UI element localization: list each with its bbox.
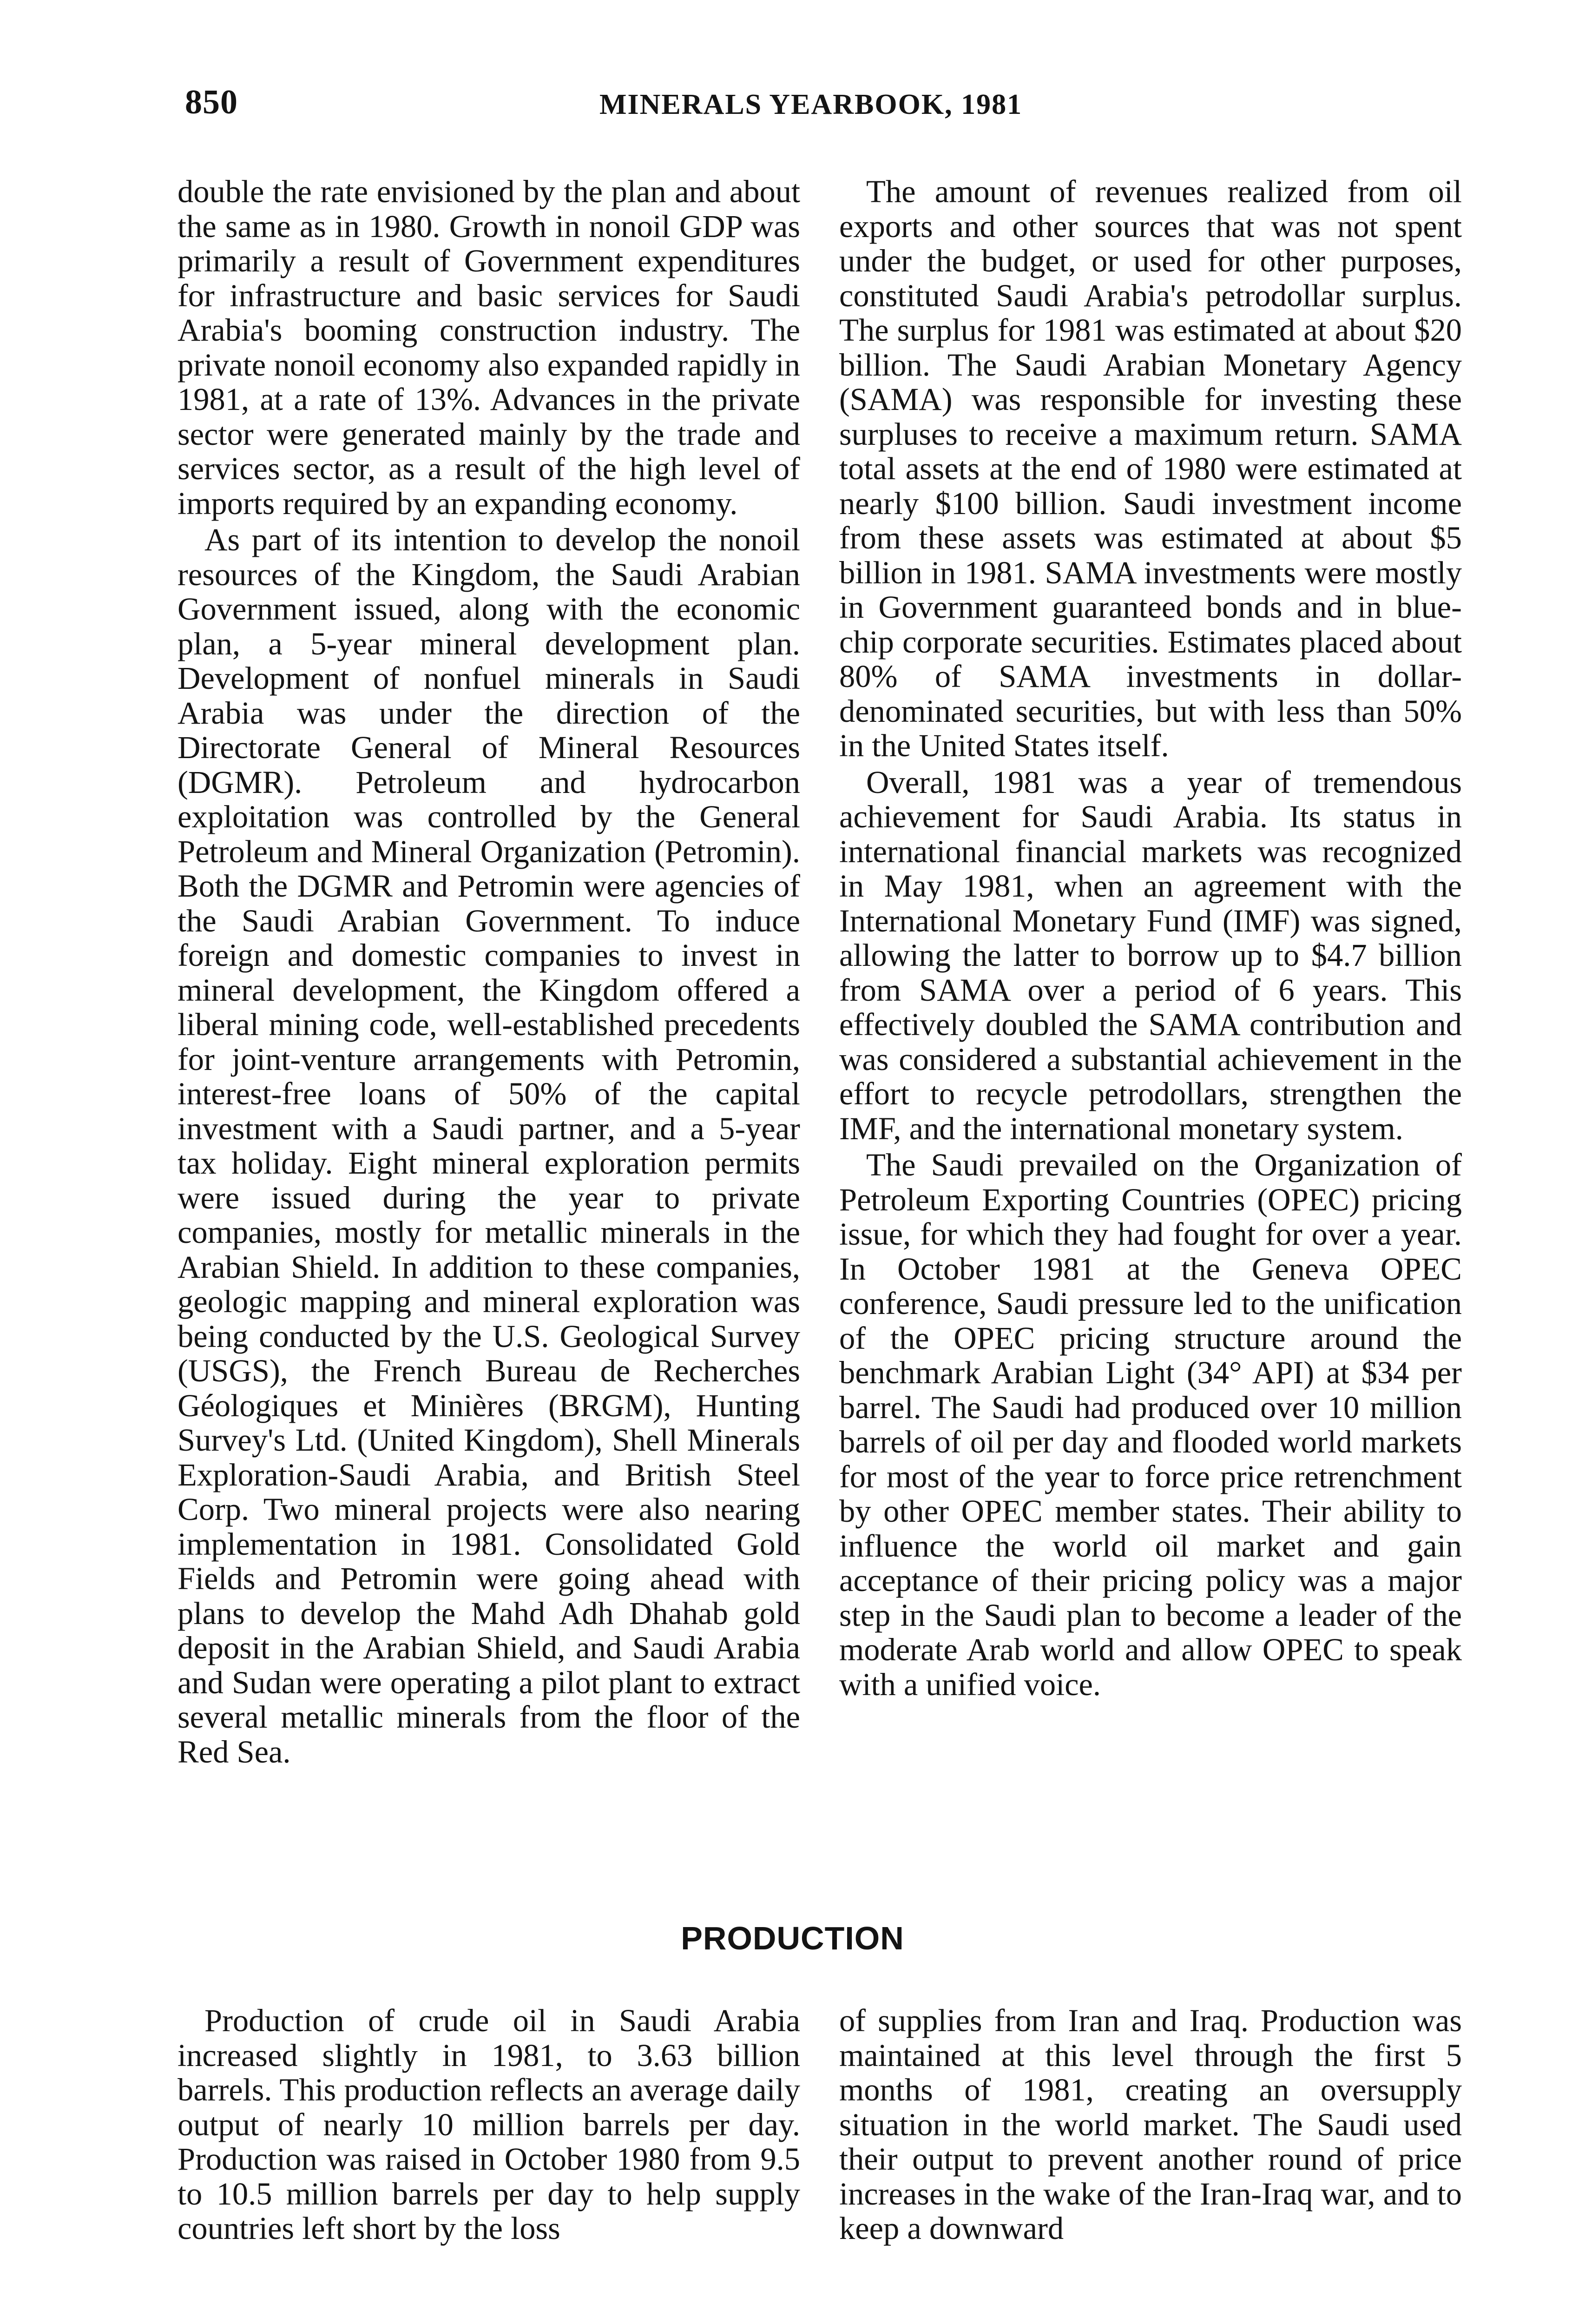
right-column — [839, 174, 1462, 1702]
left-paragraph-2: As part of its intention to develop the nonoil resources of the Kingdom, the Saudi Arabian Government issued, along with the economic plan, a 5-year mineral development plan. Development of nonfuel minerals in Saudi Arabia was under the direction of the Directorate General of Mineral Resources (DGMR). Petroleum and hydrocarbon exploitation was controlled by the General Petroleum and Mineral Organization (Petromin). Both the DGMR and Petromin were agencies of the Saudi Arabian Government. To induce foreign and domestic companies to invest in mineral development, the Kingdom offered a liberal mining code, well-established precedents for joint-venture arrangements with Petromin, interest-free loans of 50% of the capital investment with a Saudi partner, and a 5-year tax holiday. Eight mineral exploration permits were issued during the year to private companies, mostly for metallic minerals in the Arabian Shield. In addition to these companies, geologic mapping and mineral exploration was being conducted by the U.S. Geological Survey (USGS), the French Bureau de Recherches Géologiques et Minières (BRGM), Hunting Survey's Ltd. (United Kingdom), Shell Minerals Exploration-Saudi Arabia, and British Steel Corp. Two mineral projects were also nearing implementation in 1981. Consolidated Gold Fields and Petromin were going ahead with plans to develop the Mahd Adh Dhahab gold deposit in the Arabian Shield, and Saudi Arabia and Sudan were operating a pilot plant to extract several metallic minerals from the floor of the Red Sea. — [178, 522, 800, 1769]
right-paragraph-3: The Saudi prevailed on the Organization of Petroleum Exporting Countries (OPEC) pricing issue, for which they had fought for over a year. In October 1981 at the Geneva OPEC conference, Saudi pressure led to the unification of the OPEC pricing structure around the benchmark Arabian Light (34° API) at $34 per barrel. The Saudi had produced over 10 million barrels of oil per day and flooded world markets for most of the year to force price retrenchment by other OPEC member states. Their ability to influence the world oil market and gain acceptance of their pricing policy was a major step in the Saudi plan to become a leader of the moderate Arab world and allow OPEC to speak with a unified voice. — [839, 1147, 1462, 1702]
production-paragraph-left: Production of crude oil in Saudi Arabia increased slightly in 1981, to 3.63 billion barrels. This production reflects an average daily output of nearly 10 million barrels per day. Production was raised in October 1980 from 9.5 to 10.5 million barrels per day to help supply countries left short by the loss — [178, 2003, 800, 2246]
left-column — [178, 174, 800, 1769]
production-right-column — [839, 2003, 1462, 2246]
running-head: MINERALS YEARBOOK, 1981 — [599, 89, 1023, 120]
section-heading-production: PRODUCTION — [681, 1920, 904, 1956]
production-paragraph-right: of supplies from Iran and Iraq. Production was maintained at this level through the first 5 months of 1981, creating an oversupply situation in the world market. The Saudi used their output to prevent another round of price increases in the wake of the Iran-Iraq war, and to keep a downward — [839, 2003, 1462, 2246]
right-paragraph-2: Overall, 1981 was a year of tremendous achievement for Saudi Arabia. Its status in international financial markets was recognized in May 1981, when an agreement with the International Monetary Fund (IMF) was signed, allowing the latter to borrow up to $4.7 billion from SAMA over a period of 6 years. This effectively doubled the SAMA contribution and was considered a substantial achievement in the effort to recycle petrodollars, strengthen the IMF, and the international monetary system. — [839, 764, 1462, 1146]
right-paragraph-1: The amount of revenues realized from oil exports and other sources that was not spent under the budget, or used for other purposes, constituted Saudi Arabia's petrodollar surplus. The surplus for 1981 was estimated at about $20 billion. The Saudi Arabian Monetary Agency (SAMA) was responsible for investing these surpluses to receive a maximum return. SAMA total assets at the end of 1980 were estimated at nearly $100 billion. Saudi investment income from these assets was estimated at about $5 billion in 1981. SAMA investments were mostly in Government guaranteed bonds and in blue-chip corporate securities. Estimates placed about 80% of SAMA investments in dollar-denominated securities, but with less than 50% in the United States itself. — [839, 174, 1462, 763]
page-number: 850 — [185, 83, 238, 121]
left-paragraph-1: double the rate envisioned by the plan and about the same as in 1980. Growth in nonoil GDP was primarily a result of Government expenditures for infrastructure and basic services for Saudi Arabia's booming construction industry. The private nonoil economy also expanded rapidly in 1981, at a rate of 13%. Advances in the private sector were generated mainly by the trade and services sector, as a result of the high level of imports required by an expanding economy. — [178, 174, 800, 521]
production-left-column — [178, 2003, 800, 2246]
